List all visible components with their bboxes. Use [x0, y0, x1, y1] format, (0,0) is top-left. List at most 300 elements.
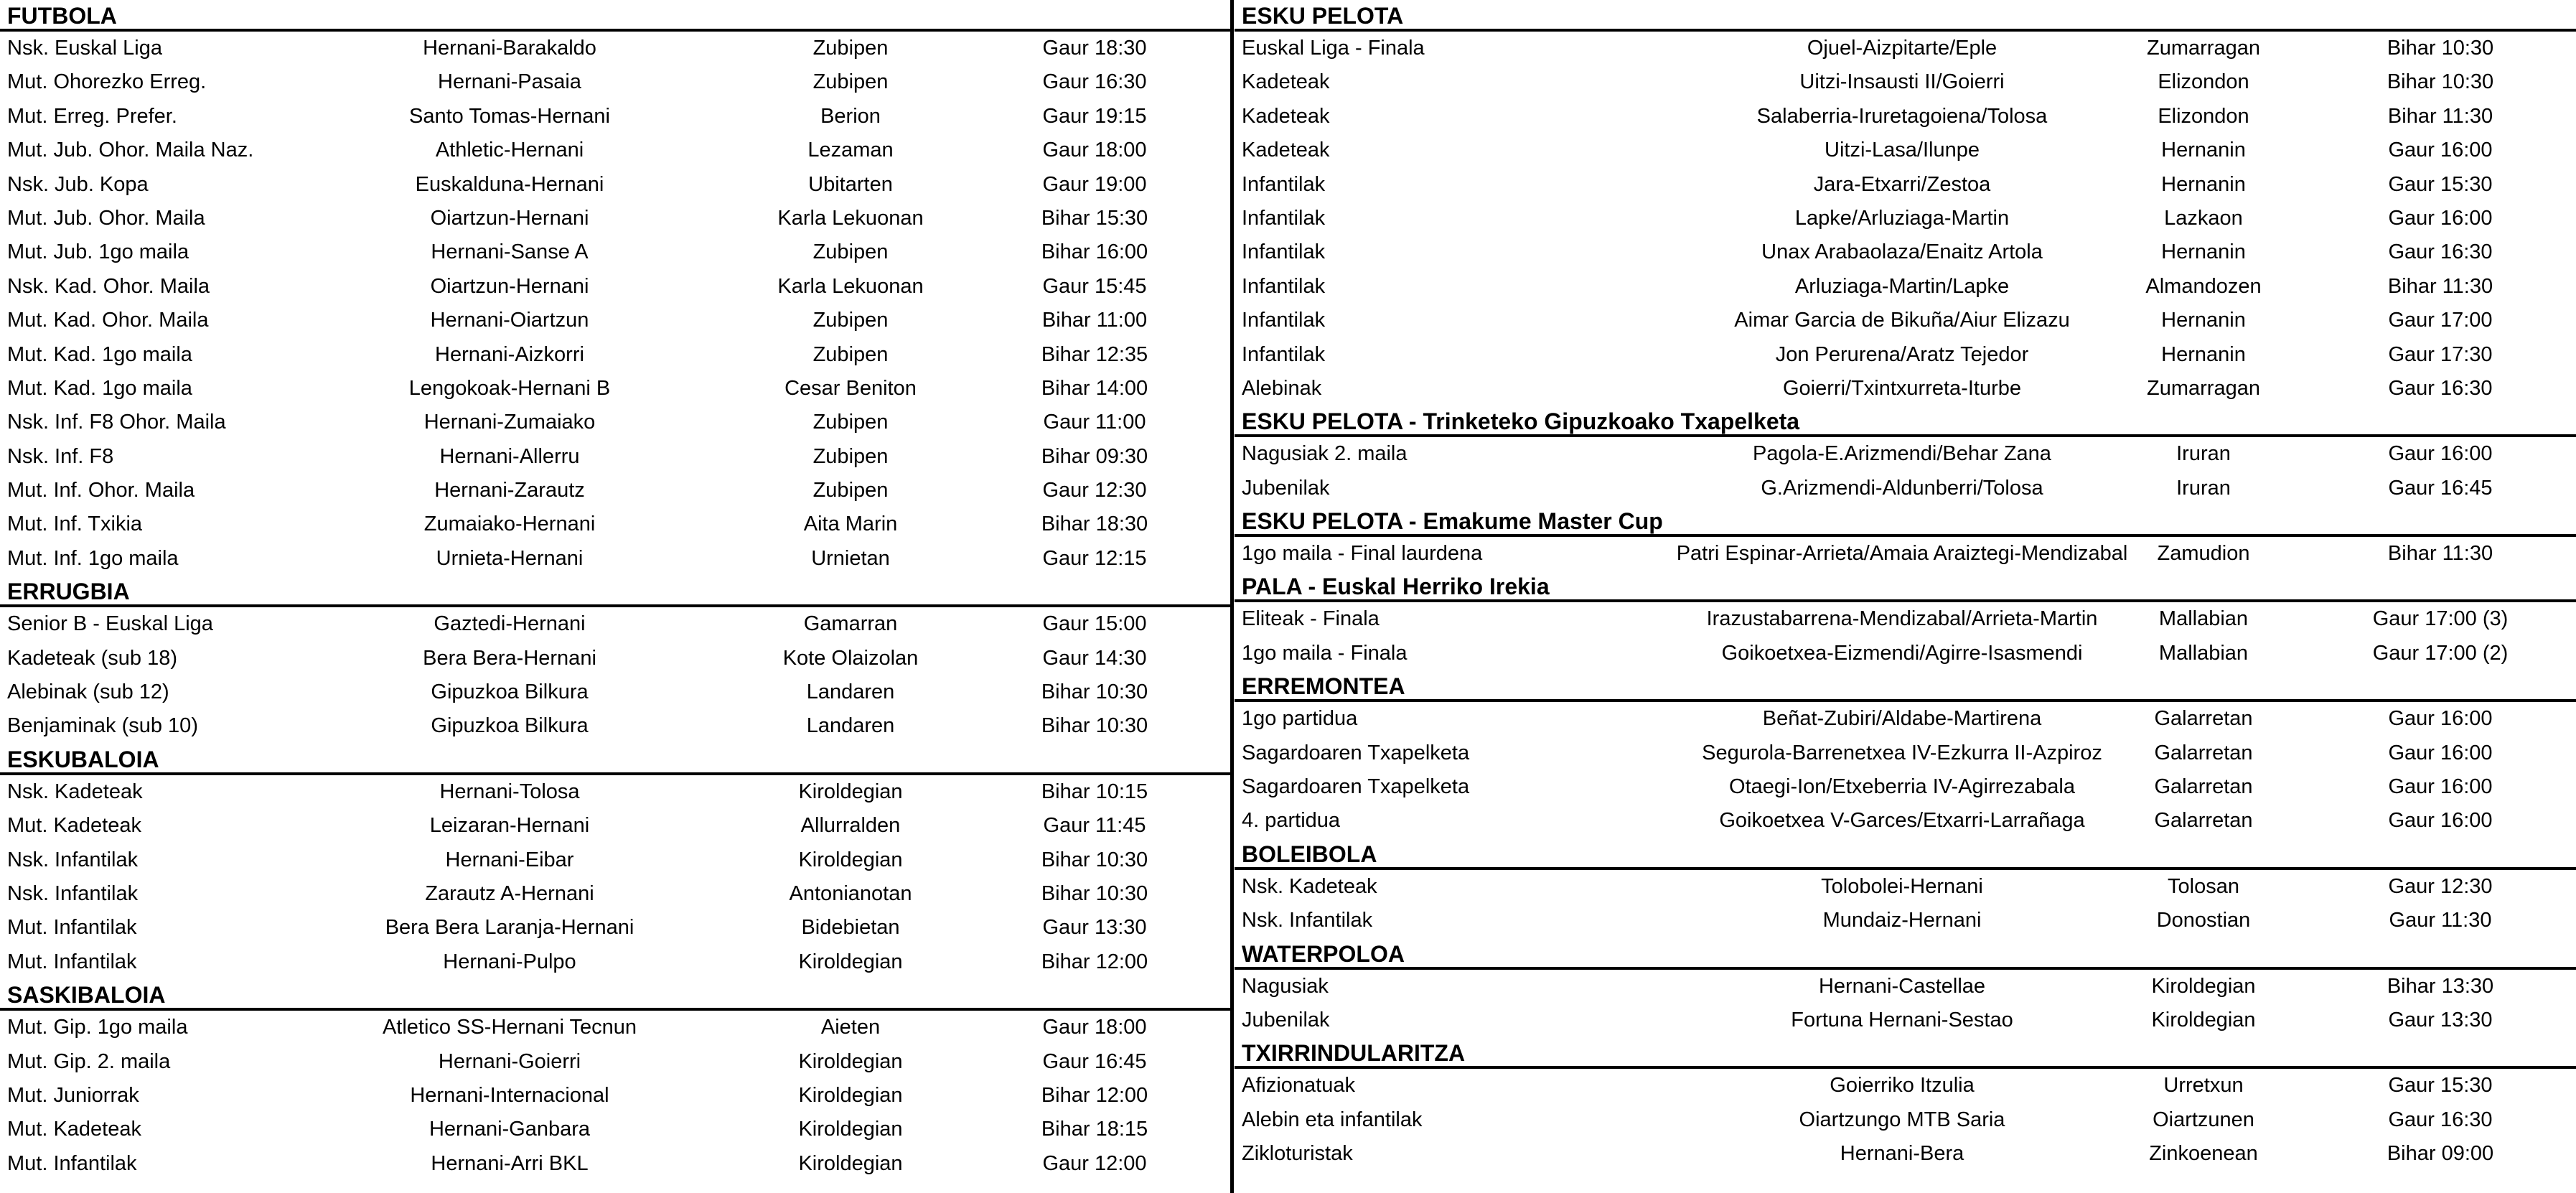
time-cell: Bihar 11:30 [2387, 104, 2493, 128]
schedule-row [1235, 904, 2576, 937]
schedule-row [0, 843, 1230, 877]
venue-cell: Lezaman [807, 139, 894, 162]
left-column [0, 0, 1230, 1181]
schedule-row [0, 911, 1230, 945]
venue-cell: Zubipen [812, 70, 889, 94]
schedule-row [1235, 202, 2576, 235]
schedule-row [1235, 770, 2576, 804]
category-cell: Nsk. Infantilak [1242, 909, 1373, 932]
schedule-row [0, 709, 1230, 743]
category-cell: Nsk. Euskal Liga [7, 37, 162, 60]
match-cell: Fortuna Hernani-Sestao [1791, 1008, 2013, 1031]
schedule-row [1235, 1137, 2576, 1171]
schedule-row [1235, 168, 2576, 202]
venue-cell: Zubipen [812, 479, 889, 502]
category-cell: Mut. Inf. Ohor. Maila [7, 479, 195, 502]
time-cell: Gaur 15:45 [1042, 274, 1147, 298]
category-cell: Mut. Erreg. Prefer. [7, 104, 177, 128]
schedule-row [1235, 304, 2576, 337]
section-title: SASKIBALOIA [0, 979, 1230, 1011]
category-cell: Afizionatuak [1242, 1074, 1355, 1098]
category-cell: Zikloturistak [1242, 1142, 1353, 1166]
category-cell: Mut. Kad. 1go maila [7, 342, 192, 366]
venue-cell: Kiroldegian [2151, 974, 2256, 998]
time-cell: Bihar 14:00 [1041, 376, 1148, 400]
venue-cell: Elizondon [2158, 104, 2249, 128]
match-cell: Hernani-Bera [1840, 1142, 1964, 1166]
time-cell: Gaur 16:00 [2388, 707, 2493, 731]
time-cell: Gaur 16:30 [2388, 376, 2493, 400]
category-cell: Kadeteak [1242, 70, 1330, 94]
schedule-row [0, 406, 1230, 439]
match-cell: Atletico SS-Hernani Tecnun [382, 1016, 637, 1039]
schedule-row [1235, 1003, 2576, 1037]
venue-cell: Zamudion [2157, 542, 2250, 566]
venue-cell: Kiroldegian [798, 1118, 903, 1141]
schedule-row [1235, 235, 2576, 269]
match-cell: Hernani-Tolosa [439, 780, 580, 803]
venue-cell: Donostian [2156, 909, 2251, 932]
right-column [1235, 0, 2576, 1171]
time-cell: Gaur 15:30 [2388, 172, 2493, 196]
category-cell: Nsk. Infantilak [7, 881, 139, 905]
category-cell: Nagusiak [1242, 974, 1329, 998]
venue-cell: Hernanin [2161, 342, 2246, 366]
venue-cell: Kiroldegian [798, 1151, 903, 1175]
category-cell: Mut. Gip. 2. maila [7, 1049, 171, 1073]
category-cell: Mut. Jub. 1go maila [7, 240, 189, 264]
match-cell: Uitzi-Insausti II/Goierri [1799, 70, 2005, 94]
column-divider [1230, 0, 1234, 1193]
time-cell: Gaur 18:00 [1042, 1016, 1147, 1039]
match-cell: Otaegi-Ion/Etxeberria IV-Agirrezabala [1729, 775, 2075, 799]
match-cell: Hernani-Pulpo [443, 950, 576, 973]
time-cell: Gaur 16:45 [1042, 1049, 1147, 1073]
time-cell: Bihar 11:30 [2387, 542, 2493, 566]
category-cell: Alebinak (sub 12) [7, 680, 169, 704]
match-cell: Gaztedi-Hernani [434, 612, 586, 636]
section-title: ESKU PELOTA - Emakume Master Cup [1235, 505, 2576, 537]
match-cell: Jara-Etxarri/Zestoa [1813, 172, 1991, 196]
time-cell: Gaur 14:30 [1042, 646, 1147, 670]
category-cell: Kadeteak (sub 18) [7, 646, 177, 670]
match-cell: Tolobolei-Hernani [1821, 874, 1983, 898]
venue-cell: Berion [820, 104, 881, 128]
venue-cell: Landaren [806, 714, 895, 738]
venue-cell: Galarretan [2154, 741, 2253, 764]
category-cell: Mut. Juniorrak [7, 1083, 139, 1107]
section-title: ERREMONTEA [1235, 670, 2576, 702]
match-cell: Gipuzkoa Bilkura [431, 680, 589, 704]
schedule-row [1235, 637, 2576, 670]
schedule-row [0, 202, 1230, 235]
match-cell: Hernani-Ganbara [428, 1118, 591, 1141]
time-cell: Bihar 09:00 [2387, 1142, 2494, 1166]
category-cell: Mut. Jub. Ohor. Maila Naz. [7, 139, 254, 162]
venue-cell: Landaren [806, 680, 895, 704]
venue-cell: Kiroldegian [798, 1083, 903, 1107]
time-cell: Bihar 10:15 [1041, 780, 1148, 803]
match-cell: Goierri/Txintxurreta-Iturbe [1783, 376, 2021, 400]
time-cell: Bihar 12:00 [1041, 950, 1148, 973]
schedule-row [0, 235, 1230, 269]
schedule-row [0, 507, 1230, 541]
match-cell: Hernani-Castellae [1818, 974, 1986, 998]
venue-cell: Zubipen [812, 342, 889, 366]
venue-cell: Galarretan [2154, 707, 2253, 731]
match-cell: Hernani-Aizkorri [435, 342, 584, 366]
schedule-row [1235, 602, 2576, 636]
match-cell: Zumaiako-Hernani [423, 513, 596, 536]
schedule-row [0, 877, 1230, 911]
time-cell: Bihar 10:30 [2387, 37, 2494, 60]
match-cell: Jon Perurena/Aratz Tejedor [1775, 342, 2029, 366]
category-cell: Mut. Kad. 1go maila [7, 376, 192, 400]
category-cell: Infantilak [1242, 274, 1326, 298]
venue-cell: Aita Marin [803, 513, 898, 536]
section-title: PALA - Euskal Herriko Irekia [1235, 571, 2576, 602]
time-cell: Gaur 16:00 [2388, 809, 2493, 833]
match-cell: Oiartzungo MTB Saria [1799, 1108, 2005, 1131]
category-cell: Nsk. Kadeteak [7, 780, 143, 803]
category-cell: Infantilak [1242, 240, 1326, 264]
match-cell: Gipuzkoa Bilkura [431, 714, 589, 738]
match-cell: Lengokoak-Hernani B [408, 376, 611, 400]
category-cell: Nsk. Infantilak [7, 848, 139, 871]
venue-cell: Urnietan [811, 546, 890, 570]
match-cell: Hernani-Goierri [438, 1049, 581, 1073]
venue-cell: Almandozen [2145, 274, 2262, 298]
schedule-row [0, 675, 1230, 709]
time-cell: Bihar 11:30 [2387, 274, 2493, 298]
venue-cell: Zubipen [812, 37, 889, 60]
match-cell: Bera Bera-Hernani [423, 646, 596, 670]
schedule-row [0, 440, 1230, 474]
match-cell: Beñat-Zubiri/Aldabe-Martirena [1762, 707, 2042, 731]
category-cell: Mut. Gip. 1go maila [7, 1016, 188, 1039]
venue-cell: Zinkoenean [2149, 1142, 2258, 1166]
time-cell: Gaur 16:30 [2388, 1108, 2493, 1131]
schedule-row [0, 474, 1230, 507]
venue-cell: Tolosan [2168, 874, 2239, 898]
match-cell: Irazustabarrena-Mendizabal/Arrieta-Martin [1706, 607, 2098, 631]
category-cell: Mut. Ohorezko Erreg. [7, 70, 207, 94]
venue-cell: Mallabian [2158, 641, 2249, 665]
schedule-row [0, 338, 1230, 372]
venue-cell: Zubipen [812, 411, 889, 434]
category-cell: Euskal Liga - Finala [1242, 37, 1425, 60]
category-cell: 4. partidua [1242, 809, 1341, 833]
match-cell: Hernani-Arri BKL [431, 1151, 589, 1175]
match-cell: Segurola-Barrenetxea IV-Ezkurra II-Azpiroz [1702, 741, 2102, 764]
schedule-row [1235, 32, 2576, 65]
match-cell: Uitzi-Lasa/Ilunpe [1825, 139, 1980, 162]
time-cell: Gaur 16:30 [1042, 70, 1147, 94]
schedule-row [0, 32, 1230, 65]
schedule-row [1235, 437, 2576, 471]
time-cell: Bihar 15:30 [1041, 206, 1148, 230]
time-cell: Bihar 13:30 [2387, 974, 2494, 998]
category-cell: Jubenilak [1242, 476, 1330, 500]
match-cell: Pagola-E.Arizmendi/Behar Zana [1753, 442, 2051, 466]
schedule-row [1235, 372, 2576, 406]
match-cell: Goikoetxea V-Garces/Etxarri-Larrañaga [1719, 809, 2085, 833]
match-cell: Aimar Garcia de Bikuña/Aiur Elizazu [1734, 309, 2070, 332]
section-title: WATERPOLOA [1235, 938, 2576, 970]
venue-cell: Allurralden [800, 814, 901, 838]
match-cell: Leizaran-Hernani [429, 814, 590, 838]
schedule-row [1235, 472, 2576, 505]
category-cell: 1go maila - Final laurdena [1242, 542, 1483, 566]
match-cell: G.Arizmendi-Aldunberri/Tolosa [1761, 476, 2043, 500]
venue-cell: Oiartzunen [2153, 1108, 2254, 1131]
schedule-row [0, 607, 1230, 641]
schedule-row [1235, 1069, 2576, 1103]
category-cell: Mut. Kad. Ohor. Maila [7, 309, 209, 332]
category-cell: Kadeteak [1242, 104, 1330, 128]
venue-cell: Elizondon [2158, 70, 2249, 94]
venue-cell: Kiroldegian [798, 780, 903, 803]
venue-cell: Hernanin [2161, 309, 2246, 332]
match-cell: Hernani-Zumaiako [423, 411, 596, 434]
schedule-row [1235, 100, 2576, 134]
match-cell: Hernani-Internacional [410, 1083, 609, 1107]
category-cell: Alebin eta infantilak [1242, 1108, 1423, 1131]
time-cell: Gaur 13:30 [2388, 1008, 2493, 1031]
category-cell: Alebinak [1242, 376, 1322, 400]
schedule-row [0, 100, 1230, 134]
match-cell: Goierriko Itzulia [1830, 1074, 1975, 1098]
schedule-row [1235, 804, 2576, 838]
section-title: ESKU PELOTA [1235, 0, 2576, 32]
category-cell: 1go maila - Finala [1242, 641, 1408, 665]
match-cell: Arluziaga-Martin/Lapke [1794, 274, 2010, 298]
schedule-row [0, 304, 1230, 337]
venue-cell: Iruran [2176, 476, 2231, 500]
schedule-row [1235, 1103, 2576, 1137]
section-title: ESKU PELOTA - Trinketeko Gipuzkoako Txapelketa [1235, 406, 2576, 437]
match-cell: Bera Bera Laranja-Hernani [385, 916, 634, 940]
category-cell: Mut. Inf. 1go maila [7, 546, 179, 570]
time-cell: Gaur 17:00 (2) [2372, 641, 2509, 665]
match-cell: Hernani-Allerru [439, 444, 580, 468]
category-cell: Nsk. Kadeteak [1242, 874, 1377, 898]
category-cell: Infantilak [1242, 342, 1326, 366]
time-cell: Bihar 16:00 [1041, 240, 1148, 264]
time-cell: Gaur 16:45 [2388, 476, 2493, 500]
match-cell: Athletic-Hernani [435, 139, 584, 162]
match-cell: Patri Espinar-Arrieta/Amaia Araiztegi-Mendizabal [1676, 542, 2128, 566]
section-title: ERRUGBIA [0, 576, 1230, 607]
time-cell: Bihar 10:30 [1041, 881, 1148, 905]
time-cell: Bihar 11:00 [1041, 309, 1148, 332]
venue-cell: Kote Olaizolan [782, 646, 919, 670]
time-cell: Gaur 17:00 (3) [2372, 607, 2509, 631]
category-cell: Mut. Kadeteak [7, 1118, 141, 1141]
schedule-row [0, 65, 1230, 99]
time-cell: Gaur 12:30 [1042, 479, 1147, 502]
venue-cell: Mallabian [2158, 607, 2249, 631]
match-cell: Hernani-Barakaldo [423, 37, 596, 60]
schedule-row [0, 168, 1230, 202]
venue-cell: Cesar Beniton [784, 376, 917, 400]
venue-cell: Karla Lekuonan [777, 274, 924, 298]
schedule-row [0, 809, 1230, 843]
schedule-row [1235, 537, 2576, 571]
category-cell: Sagardoaren Txapelketa [1242, 741, 1470, 764]
time-cell: Bihar 12:35 [1041, 342, 1148, 366]
category-cell: Nsk. Inf. F8 Ohor. Maila [7, 411, 226, 434]
venue-cell: Antonianotan [789, 881, 912, 905]
category-cell: Mut. Kadeteak [7, 814, 141, 838]
time-cell: Gaur 13:30 [1042, 916, 1147, 940]
venue-cell: Galarretan [2154, 809, 2253, 833]
category-cell: Mut. Inf. Txikia [7, 513, 143, 536]
category-cell: Nsk. Inf. F8 [7, 444, 114, 468]
time-cell: Gaur 11:00 [1043, 411, 1146, 434]
match-cell: Hernani-Oiartzun [430, 309, 589, 332]
match-cell: Urnieta-Hernani [436, 546, 584, 570]
schedule-row [0, 542, 1230, 576]
venue-cell: Iruran [2176, 442, 2231, 466]
schedule-row [1235, 65, 2576, 99]
match-cell: Mundaiz-Hernani [1822, 909, 1982, 932]
schedule-row [0, 134, 1230, 167]
category-cell: Mut. Jub. Ohor. Maila [7, 206, 205, 230]
venue-cell: Galarretan [2154, 775, 2253, 799]
match-cell: Ojuel-Aizpitarte/Eple [1807, 37, 1997, 60]
category-cell: Kadeteak [1242, 139, 1330, 162]
venue-cell: Kiroldegian [2151, 1008, 2256, 1031]
category-cell: Nagusiak 2. maila [1242, 442, 1408, 466]
time-cell: Gaur 17:00 [2388, 309, 2493, 332]
venue-cell: Zubipen [812, 240, 889, 264]
venue-cell: Gamarran [803, 612, 898, 636]
venue-cell: Zubipen [812, 444, 889, 468]
section-title: TXIRRINDULARITZA [1235, 1037, 2576, 1069]
category-cell: Sagardoaren Txapelketa [1242, 775, 1470, 799]
category-cell: Eliteak - Finala [1242, 607, 1380, 631]
match-cell: Oiartzun-Hernani [430, 206, 589, 230]
match-cell: Unax Arabaolaza/Enaitz Artola [1761, 240, 2043, 264]
time-cell: Gaur 18:30 [1042, 37, 1147, 60]
venue-cell: Aieten [820, 1016, 881, 1039]
venue-cell: Ubitarten [808, 172, 893, 196]
time-cell: Gaur 15:00 [1042, 612, 1147, 636]
schedule-row [1235, 338, 2576, 372]
venue-cell: Bidebietan [801, 916, 900, 940]
schedule-row [0, 372, 1230, 406]
venue-cell: Kiroldegian [798, 848, 903, 871]
category-cell: Mut. Infantilak [7, 916, 137, 940]
time-cell: Gaur 11:30 [2389, 909, 2492, 932]
schedule-row [1235, 736, 2576, 770]
match-cell: Hernani-Eibar [445, 848, 574, 871]
time-cell: Gaur 12:30 [2388, 874, 2493, 898]
match-cell: Oiartzun-Hernani [430, 274, 589, 298]
venue-cell: Hernanin [2161, 172, 2246, 196]
category-cell: Senior B - Euskal Liga [7, 612, 213, 636]
match-cell: Salaberria-Iruretagoiena/Tolosa [1756, 104, 2048, 128]
match-cell: Hernani-Zarautz [434, 479, 585, 502]
venue-cell: Hernanin [2161, 240, 2246, 264]
time-cell: Bihar 10:30 [1041, 714, 1148, 738]
venue-cell: Zubipen [812, 309, 889, 332]
venue-cell: Lazkaon [2164, 206, 2243, 230]
time-cell: Gaur 11:45 [1043, 814, 1146, 838]
time-cell: Gaur 16:00 [2388, 741, 2493, 764]
time-cell: Bihar 10:30 [1041, 680, 1148, 704]
schedule-row [0, 775, 1230, 809]
time-cell: Bihar 10:30 [2387, 70, 2494, 94]
venue-cell: Zumarragan [2147, 37, 2260, 60]
schedule-row [0, 1045, 1230, 1079]
time-cell: Bihar 18:15 [1041, 1118, 1148, 1141]
venue-cell: Kiroldegian [798, 1049, 903, 1073]
section-title: BOLEIBOLA [1235, 838, 2576, 870]
time-cell: Gaur 16:30 [2388, 240, 2493, 264]
schedule-row [1235, 702, 2576, 736]
time-cell: Bihar 09:30 [1041, 444, 1148, 468]
schedule-row [1235, 134, 2576, 167]
schedule-row [0, 1079, 1230, 1113]
match-cell: Santo Tomas-Hernani [409, 104, 610, 128]
time-cell: Gaur 18:00 [1042, 139, 1147, 162]
category-cell: Infantilak [1242, 206, 1326, 230]
category-cell: Infantilak [1242, 309, 1326, 332]
schedule-row [1235, 270, 2576, 304]
time-cell: Gaur 19:00 [1042, 172, 1147, 196]
time-cell: Gaur 16:00 [2388, 206, 2493, 230]
time-cell: Bihar 18:30 [1041, 513, 1148, 536]
category-cell: Mut. Infantilak [7, 950, 137, 973]
venue-cell: Hernanin [2161, 139, 2246, 162]
schedule-row [0, 270, 1230, 304]
match-cell: Zarautz A-Hernani [425, 881, 594, 905]
time-cell: Gaur 17:30 [2388, 342, 2493, 366]
match-cell: Euskalduna-Hernani [415, 172, 604, 196]
time-cell: Gaur 12:00 [1042, 1151, 1147, 1175]
match-cell: Hernani-Sanse A [431, 240, 589, 264]
time-cell: Gaur 16:00 [2388, 775, 2493, 799]
venue-cell: Karla Lekuonan [777, 206, 924, 230]
match-cell: Goikoetxea-Eizmendi/Agirre-Isasmendi [1721, 641, 2083, 665]
category-cell: Jubenilak [1242, 1008, 1330, 1031]
venue-cell: Zumarragan [2147, 376, 2260, 400]
category-cell: Mut. Infantilak [7, 1151, 137, 1175]
time-cell: Gaur 16:00 [2388, 442, 2493, 466]
time-cell: Gaur 12:15 [1042, 546, 1147, 570]
category-cell: 1go partidua [1242, 707, 1358, 731]
schedule-row [0, 1011, 1230, 1044]
schedule-row [0, 1147, 1230, 1181]
section-title: ESKUBALOIA [0, 744, 1230, 775]
schedule-row [0, 642, 1230, 675]
match-cell: Lapke/Arluziaga-Martin [1794, 206, 2010, 230]
time-cell: Bihar 12:00 [1041, 1083, 1148, 1107]
match-cell: Hernani-Pasaia [438, 70, 581, 94]
venue-cell: Kiroldegian [798, 950, 903, 973]
category-cell: Nsk. Kad. Ohor. Maila [7, 274, 210, 298]
category-cell: Benjaminak (sub 10) [7, 714, 198, 738]
time-cell: Bihar 10:30 [1041, 848, 1148, 871]
venue-cell: Urretxun [2163, 1074, 2244, 1098]
schedule-row [0, 945, 1230, 979]
schedule-row [0, 1113, 1230, 1146]
section-title: FUTBOLA [0, 0, 1230, 32]
category-cell: Nsk. Jub. Kopa [7, 172, 149, 196]
schedule-row [1235, 870, 2576, 904]
